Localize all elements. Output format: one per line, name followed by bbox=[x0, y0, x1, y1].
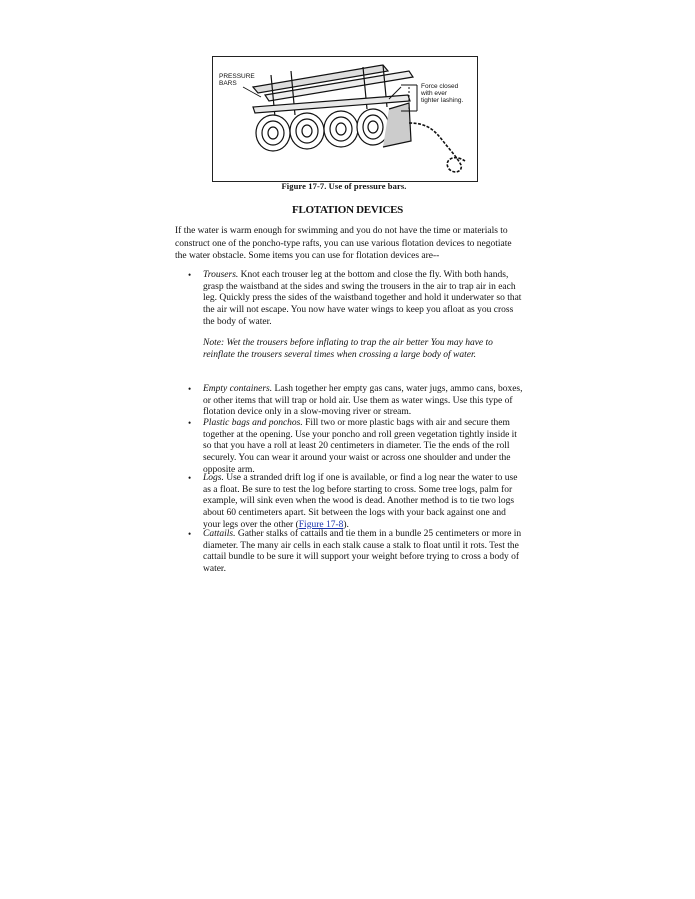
figure-caption: Figure 17-7. Use of pressure bars. bbox=[281, 181, 407, 191]
label-line: with ever bbox=[421, 90, 448, 97]
list-item-cattails bbox=[188, 529, 525, 576]
item-title: Cattails. bbox=[203, 529, 236, 539]
figure-17-8-link[interactable]: Figure 17-8 bbox=[298, 519, 344, 530]
bullet-icon: • bbox=[188, 270, 192, 280]
item-text: Gather stalks of cattails and tie them in a bundle 25 centimeters or more in diameter. The many air cells in each stalk cause a stalk to float until it rots. Test the cattail bundle to be sure it will support your weight before trying to cross a body of water. bbox=[203, 529, 522, 575]
item-text: Use a stranded drift log if one is available, or find a log near the water to use as a float. Be sure to test the log before starting to cross. Some tree logs, palm for example, will sink even when the wood is dead. Another method is to tie two logs about 60 centimeters apart. Sit between the logs with your back against one and your legs over the other ( bbox=[203, 473, 518, 530]
item-title: Logs. bbox=[203, 473, 224, 483]
item-text: Fill two or more plastic bags with air and secure them together at the opening. Use your poncho and roll green vegetation tightly inside it so that you have a roll at least 20 centimeters in diameter. Tie the ends of the roll securely. You can wear it around your waist or across one shoulder and under the opposite arm. bbox=[203, 418, 517, 475]
item-title: Plastic bags and ponchos. bbox=[203, 418, 303, 428]
bullet-icon: • bbox=[188, 473, 192, 483]
section-heading: FLOTATION DEVICES bbox=[292, 204, 403, 216]
label-line: Force closed bbox=[421, 83, 459, 90]
list-item-containers bbox=[188, 384, 525, 419]
label-line: PRESSURE bbox=[219, 73, 255, 80]
label-line: tighter lashing. bbox=[421, 97, 464, 104]
list-item-plastic-bags bbox=[188, 418, 525, 477]
list-item-logs bbox=[188, 473, 525, 532]
item-title: Empty containers. bbox=[203, 384, 273, 394]
list-item-trousers bbox=[188, 270, 525, 329]
item-text-end: ). bbox=[343, 519, 349, 530]
item-text: Knot each trouser leg at the bottom and close the fly. With both hands, grasp the waistband at the sides and swing the trousers in the air to trap air in each leg. Quickly press the sides of the waistband together and hold it underwater so that the air will not escape. You now have water wings to keep you afloat as you cross the body of water. bbox=[203, 270, 522, 327]
bullet-icon: • bbox=[188, 418, 192, 428]
pressure-bars-label bbox=[219, 73, 255, 87]
trousers-note: Note: Wet the trousers before inflating to trap the air better You may have to reinflate the trousers several times when crossing a large body of water. bbox=[203, 338, 493, 360]
intro-paragraph: If the water is warm enough for swimming and you do not have the time or materials to construct one of the poncho-type rafts, you can use various flotation devices to negotiate the water obstacle. Some items you can use for flotation devices are-- bbox=[175, 226, 512, 262]
item-text: Lash together her empty gas cans, water jugs, ammo cans, boxes, or other items that will trap or hold air. Use them as water wings. Use this type of flotation device only in a slow-moving river or stream. bbox=[203, 384, 523, 418]
force-closed-label bbox=[421, 83, 463, 104]
label-line: BARS bbox=[219, 80, 237, 87]
item-title: Trousers. bbox=[203, 270, 239, 280]
figure-17-7-illustration bbox=[212, 56, 478, 182]
bullet-icon: • bbox=[188, 384, 192, 394]
bullet-icon: • bbox=[188, 529, 192, 539]
